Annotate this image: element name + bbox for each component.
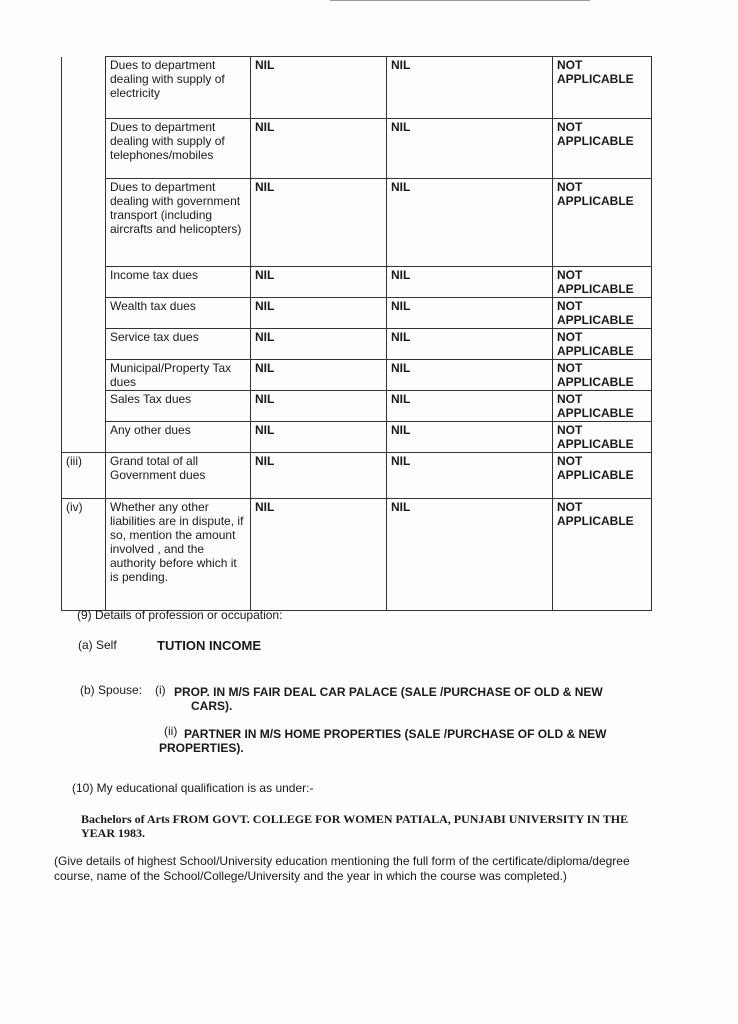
row-number-cell <box>62 119 106 179</box>
value-cell-2-text: NIL <box>391 361 411 375</box>
value-cell-1-text: NIL <box>255 500 275 514</box>
spouse-item1-line2: CARS). <box>191 699 233 713</box>
row-number-cell <box>62 360 106 391</box>
applicability-cell <box>553 329 652 360</box>
value-cell-2-text: NIL <box>391 120 411 134</box>
table-row <box>62 179 652 267</box>
value-cell-1 <box>251 179 387 267</box>
applicability-cell <box>553 422 652 453</box>
item-description-cell <box>106 267 251 298</box>
value-cell-1-text: NIL <box>255 330 275 344</box>
value-cell-2 <box>387 57 553 119</box>
spouse-item1-num: (i) <box>155 683 166 697</box>
item-description-cell <box>106 422 251 453</box>
applicability-cell-text: NOT APPLICABLE <box>557 392 634 420</box>
row-number-cell <box>62 267 106 298</box>
value-cell-2 <box>387 391 553 422</box>
applicability-cell-text: NOT APPLICABLE <box>557 423 634 451</box>
education-heading: (10) My educational qualification is as under:- <box>72 781 314 795</box>
item-description-cell <box>106 391 251 422</box>
item-description-cell-text: Dues to department dealing with supply of electricity <box>110 58 225 100</box>
table-row <box>62 453 652 499</box>
applicability-cell <box>553 453 652 499</box>
table-row <box>62 298 652 329</box>
spouse-item2-line1: PARTNER IN M/S HOME PROPERTIES (SALE /PURCHASE OF OLD & NEW <box>184 727 607 741</box>
value-cell-1 <box>251 360 387 391</box>
value-cell-1 <box>251 298 387 329</box>
item-description-cell <box>106 298 251 329</box>
row-number-cell <box>62 499 106 611</box>
value-cell-2 <box>387 119 553 179</box>
row-number-cell <box>62 298 106 329</box>
value-cell-1 <box>251 422 387 453</box>
table-row <box>62 57 652 119</box>
value-cell-1 <box>251 267 387 298</box>
value-cell-2 <box>387 179 553 267</box>
applicability-cell <box>553 360 652 391</box>
row-number-cell-text: (iii) <box>66 454 82 468</box>
value-cell-1-text: NIL <box>255 392 275 406</box>
value-cell-2-text: NIL <box>391 454 411 468</box>
value-cell-1 <box>251 119 387 179</box>
value-cell-2 <box>387 298 553 329</box>
applicability-cell <box>553 119 652 179</box>
value-cell-2-text: NIL <box>391 392 411 406</box>
item-description-cell-text: Sales Tax dues <box>110 392 192 406</box>
spouse-item1-line1: PROP. IN M/S FAIR DEAL CAR PALACE (SALE /PURCHASE OF OLD & NEW <box>174 685 603 699</box>
value-cell-1-text: NIL <box>255 120 275 134</box>
value-cell-1 <box>251 499 387 611</box>
self-value: TUTION INCOME <box>157 638 261 653</box>
item-description-cell-text: Service tax dues <box>110 330 199 344</box>
value-cell-2-text: NIL <box>391 180 411 194</box>
value-cell-1 <box>251 453 387 499</box>
value-cell-1-text: NIL <box>255 268 275 282</box>
row-number-cell <box>62 329 106 360</box>
item-description-cell <box>106 360 251 391</box>
row-number-cell <box>62 179 106 267</box>
item-description-cell-text: Grand total of all Government dues <box>110 454 206 482</box>
value-cell-2-text: NIL <box>391 299 411 313</box>
item-description-cell-text: Income tax dues <box>110 268 199 282</box>
applicability-cell-text: NOT APPLICABLE <box>557 120 634 148</box>
row-number-cell-text: (iv) <box>66 500 83 514</box>
value-cell-1-text: NIL <box>255 423 275 437</box>
value-cell-1 <box>251 391 387 422</box>
item-description-cell-text: Municipal/Property Tax dues <box>110 361 232 389</box>
item-description-cell-text: Dues to department dealing with supply of telephones/mobiles <box>110 120 225 162</box>
item-description-cell-text: Wealth tax dues <box>110 299 196 313</box>
applicability-cell <box>553 267 652 298</box>
value-cell-1-text: NIL <box>255 454 275 468</box>
value-cell-2 <box>387 453 553 499</box>
applicability-cell <box>553 499 652 611</box>
value-cell-1-text: NIL <box>255 180 275 194</box>
applicability-cell <box>553 179 652 267</box>
item-description-cell <box>106 119 251 179</box>
value-cell-2 <box>387 422 553 453</box>
top-divider <box>330 0 590 1</box>
applicability-cell-text: NOT APPLICABLE <box>557 361 634 389</box>
item-description-cell-text: Any other dues <box>110 423 191 437</box>
value-cell-2-text: NIL <box>391 423 411 437</box>
row-number-cell <box>62 422 106 453</box>
value-cell-2-text: NIL <box>391 58 411 72</box>
applicability-cell-text: NOT APPLICABLE <box>557 500 634 528</box>
row-number-cell <box>62 391 106 422</box>
value-cell-1-text: NIL <box>255 58 275 72</box>
item-description-cell-text: Whether any other liabilities are in dispute, if so, mention the amount involved , and the authority before which it is pending. <box>110 500 244 584</box>
applicability-cell-text: NOT APPLICABLE <box>557 330 634 358</box>
value-cell-2 <box>387 267 553 298</box>
value-cell-1-text: NIL <box>255 361 275 375</box>
profession-heading: (9) Details of profession or occupation: <box>77 608 283 622</box>
value-cell-1 <box>251 57 387 119</box>
spouse-label: (b) Spouse: <box>80 683 143 697</box>
item-description-cell <box>106 57 251 119</box>
education-note-line2: course, name of the School/College/University and the year in which the course was completed.) <box>54 869 567 883</box>
item-description-cell-text: Dues to department dealing with government transport (including aircrafts and helicopters) <box>110 180 242 236</box>
table-row <box>62 499 652 611</box>
item-description-cell <box>106 499 251 611</box>
applicability-cell <box>553 391 652 422</box>
value-cell-1-text: NIL <box>255 299 275 313</box>
dues-table <box>61 56 652 611</box>
item-description-cell <box>106 179 251 267</box>
row-number-cell <box>62 57 106 119</box>
table-row <box>62 119 652 179</box>
spouse-item2-line2: PROPERTIES). <box>159 741 244 755</box>
value-cell-2 <box>387 499 553 611</box>
self-label: (a) Self <box>78 638 117 652</box>
value-cell-2-text: NIL <box>391 268 411 282</box>
applicability-cell-text: NOT APPLICABLE <box>557 454 634 482</box>
education-detail-line1: Bachelors of Arts FROM GOVT. COLLEGE FOR WOMEN PATIALA, PUNJABI UNIVERSITY IN THE <box>81 812 629 826</box>
applicability-cell-text: NOT APPLICABLE <box>557 58 634 86</box>
applicability-cell <box>553 298 652 329</box>
value-cell-1 <box>251 329 387 360</box>
item-description-cell <box>106 329 251 360</box>
item-description-cell <box>106 453 251 499</box>
row-number-cell <box>62 453 106 499</box>
education-detail-line2: YEAR 1983. <box>81 826 146 840</box>
table-row <box>62 391 652 422</box>
table-row <box>62 422 652 453</box>
table-row <box>62 360 652 391</box>
applicability-cell-text: NOT APPLICABLE <box>557 299 634 327</box>
education-note-line1: (Give details of highest School/University education mentioning the full form of the certificate/diploma/degree <box>54 854 630 868</box>
table-row <box>62 329 652 360</box>
value-cell-2-text: NIL <box>391 500 411 514</box>
spouse-item2-num: (ii) <box>164 724 178 738</box>
applicability-cell-text: NOT APPLICABLE <box>557 180 634 208</box>
applicability-cell-text: NOT APPLICABLE <box>557 268 634 296</box>
applicability-cell <box>553 57 652 119</box>
value-cell-2 <box>387 360 553 391</box>
table-row <box>62 267 652 298</box>
value-cell-2-text: NIL <box>391 330 411 344</box>
value-cell-2 <box>387 329 553 360</box>
